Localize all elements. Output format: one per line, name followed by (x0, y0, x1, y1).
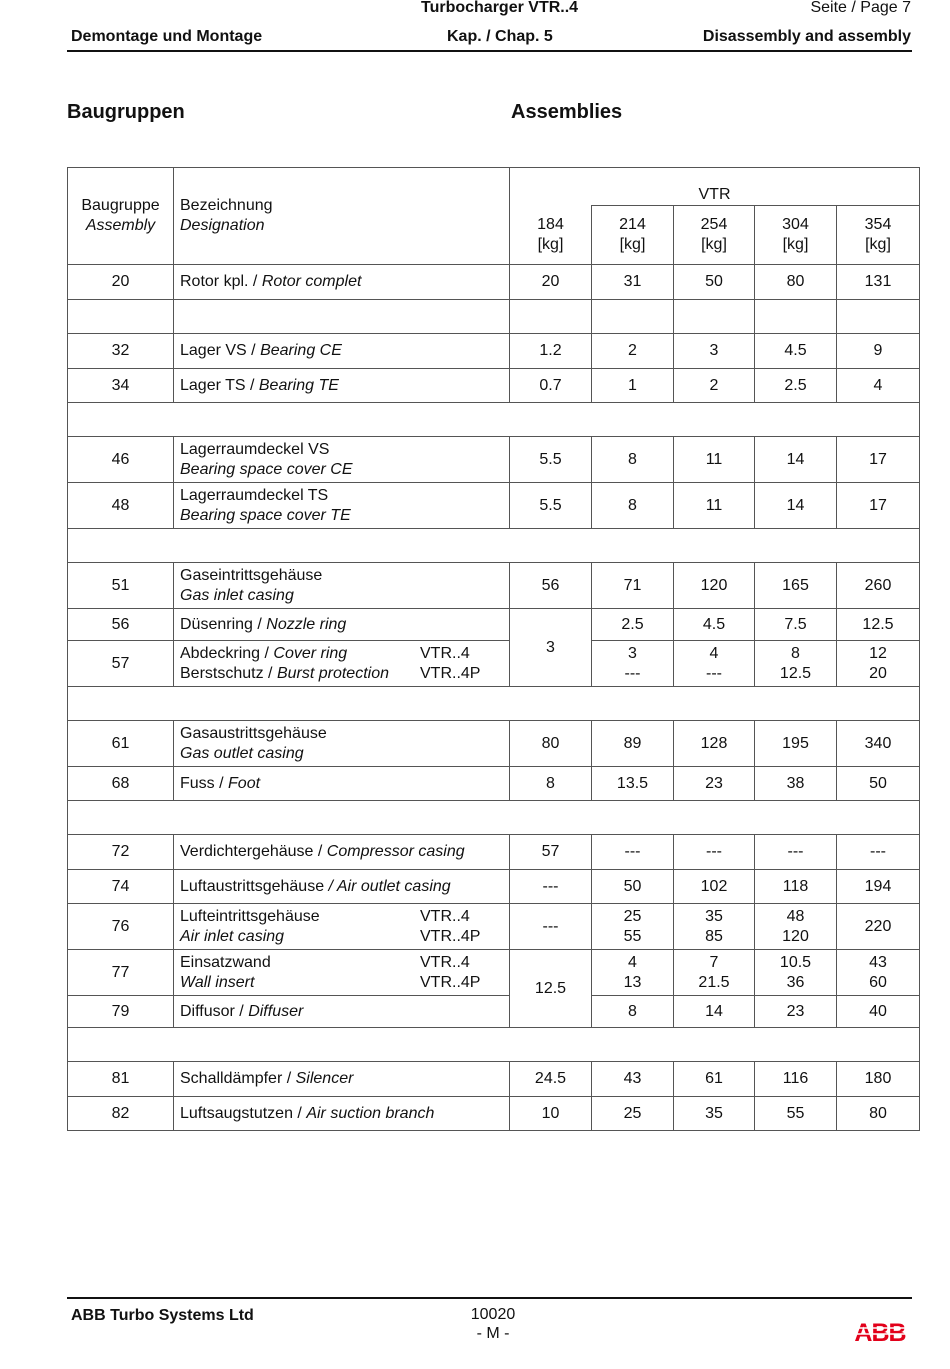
header-vtr: VTR (510, 168, 920, 206)
designation-en: Burst protection (276, 664, 389, 682)
weight-cell (592, 641, 674, 687)
weight-cell (592, 950, 674, 996)
designation-en: Air suction branch (306, 1104, 435, 1122)
weight-cell: 120 (674, 563, 755, 609)
weight-cell: 23 (674, 767, 755, 801)
row-number: 61 (68, 721, 174, 767)
row-number: 72 (68, 835, 174, 870)
table-row (68, 334, 920, 369)
section-title-de: Baugruppen (67, 101, 185, 123)
weight-value: 12.5 (779, 664, 812, 682)
weight-cell: 57 (510, 835, 592, 870)
designation-en: Wall insert (180, 973, 255, 991)
row-number: 68 (68, 767, 174, 801)
weight-cell: 2 (592, 334, 674, 369)
unit-label: [kg] (619, 236, 646, 253)
svg-text:ABB: ABB (854, 1320, 906, 1344)
weight-cell: 14 (755, 437, 837, 483)
header-size-184 (510, 206, 592, 265)
weight-cell: 3 (510, 609, 592, 687)
weight-cell: 118 (755, 870, 837, 904)
table-row (68, 767, 920, 801)
edition-label: - M - (476, 1325, 510, 1342)
row-designation (174, 1097, 510, 1131)
table-row (68, 369, 920, 403)
weight-value: 60 (869, 973, 887, 991)
weight-cell (674, 950, 755, 996)
table-row-spacer (68, 1028, 920, 1062)
table-row (68, 721, 920, 767)
weight-value: 36 (786, 973, 805, 991)
row-number: 48 (68, 483, 174, 529)
weight-cell: 89 (592, 721, 674, 767)
table-row (68, 870, 920, 904)
designation-de: Luftaustrittsgehäuse (180, 877, 325, 895)
designation-de: Lager TS / (180, 376, 255, 394)
weight-cell: 116 (755, 1062, 837, 1097)
row-number: 34 (68, 369, 174, 403)
row-designation (174, 996, 510, 1028)
weight-cell: --- (510, 904, 592, 950)
table-row (68, 641, 920, 687)
header-section-en: Disassembly and assembly (702, 28, 911, 45)
weight-cell: 0.7 (510, 369, 592, 403)
size-label: 354 (864, 216, 892, 233)
weight-cell: 23 (755, 996, 837, 1028)
header-size-354 (837, 206, 920, 265)
table-row (68, 1097, 920, 1131)
table-row (68, 904, 920, 950)
weight-value: 85 (705, 927, 723, 945)
variant-label: VTR..4P (420, 973, 481, 991)
designation-en: Cover ring (273, 644, 348, 662)
designation-en: Gas inlet casing (180, 586, 294, 604)
header-size-304 (755, 206, 837, 265)
designation-de: Verdichtergehäuse / (180, 843, 323, 860)
designation-de: Rotor kpl. / (180, 273, 258, 290)
weight-cell: 12.5 (510, 950, 592, 1028)
weight-cell: 220 (837, 904, 920, 950)
weight-cell: 50 (674, 265, 755, 300)
row-designation (174, 721, 510, 767)
weight-cell: 40 (837, 996, 920, 1028)
weight-value: 48 (786, 907, 805, 925)
designation-en: Air inlet casing (180, 927, 285, 945)
weight-cell: 38 (755, 767, 837, 801)
weight-cell: --- (755, 835, 837, 870)
row-designation (174, 835, 510, 870)
weight-cell: --- (674, 835, 755, 870)
weight-value: 20 (869, 664, 887, 682)
header-size-254 (674, 206, 755, 265)
header-rule (67, 50, 912, 52)
variant-label: VTR..4P (420, 664, 481, 682)
weight-cell: 194 (837, 870, 920, 904)
weight-cell (755, 641, 837, 687)
designation-de: Gasaustrittsgehäuse (180, 724, 327, 742)
weight-value: --- (706, 664, 722, 682)
weight-cell: --- (592, 835, 674, 870)
variant-label: VTR..4 (420, 953, 470, 971)
weight-cell: 165 (755, 563, 837, 609)
row-number: 76 (68, 904, 174, 950)
designation-de: Abdeckring / (180, 644, 269, 662)
weight-cell: 9 (837, 334, 920, 369)
header-size-214 (592, 206, 674, 265)
designation-de: Düsenring / (180, 615, 262, 633)
row-number: 79 (68, 996, 174, 1028)
weight-cell: 55 (755, 1097, 837, 1131)
table-row-spacer (68, 687, 920, 721)
size-label: 304 (782, 216, 809, 233)
abb-logo (851, 1320, 909, 1344)
designation-en: Bearing space cover TE (180, 506, 351, 524)
document-number: 10020 (470, 1306, 516, 1323)
weight-cell: 71 (592, 563, 674, 609)
weight-cell: --- (837, 835, 920, 870)
designation-en: Bearing space cover CE (180, 460, 353, 478)
designation-de: Lufteintrittsgehäuse (180, 907, 320, 925)
weight-value: 55 (623, 927, 642, 945)
weight-value: 21.5 (698, 973, 730, 991)
designation-en: Bearing TE (258, 376, 339, 394)
weight-cell: 128 (674, 721, 755, 767)
weight-cell: 2.5 (755, 369, 837, 403)
designation-de: Berstschutz / (180, 664, 273, 682)
size-label: 254 (700, 216, 728, 233)
weight-cell: 10 (510, 1097, 592, 1131)
weight-cell (837, 641, 920, 687)
weight-cell: 1.2 (510, 334, 592, 369)
weight-cell: 80 (837, 1097, 920, 1131)
header-designation-de: Bezeichnung (180, 197, 273, 214)
table-row (68, 483, 920, 529)
size-label: 214 (619, 216, 646, 233)
table-row-spacer (68, 403, 920, 437)
weight-cell: 17 (837, 483, 920, 529)
row-number: 57 (68, 641, 174, 687)
weight-cell: 14 (674, 996, 755, 1028)
row-number: 51 (68, 563, 174, 609)
designation-en: Diffuser (248, 1002, 304, 1020)
row-designation (174, 904, 510, 950)
weight-cell (837, 950, 920, 996)
weight-cell: 11 (674, 483, 755, 529)
weight-value: 12 (869, 644, 887, 662)
weight-cell: 56 (510, 563, 592, 609)
table-row (68, 563, 920, 609)
row-number: 56 (68, 609, 174, 641)
row-number: 74 (68, 870, 174, 904)
header-designation-en: Designation (180, 217, 265, 234)
weight-cell (755, 904, 837, 950)
section-title-en: Assemblies (511, 101, 623, 123)
weight-cell: 50 (837, 767, 920, 801)
weight-value: 13 (623, 973, 642, 991)
weight-cell: 14 (755, 483, 837, 529)
header-designation (174, 168, 510, 265)
variant-label: VTR..4P (420, 927, 481, 945)
weight-cell: 8 (510, 767, 592, 801)
assemblies-weight-table (67, 167, 920, 1131)
row-number: 20 (68, 265, 174, 300)
table-row (68, 437, 920, 483)
unit-label: [kg] (701, 236, 727, 253)
weight-cell: 5.5 (510, 483, 592, 529)
weight-value: 4 (628, 953, 637, 971)
weight-cell: 12.5 (837, 609, 920, 641)
weight-value: 25 (623, 907, 642, 925)
designation-de: Lagerraumdeckel VS (180, 440, 330, 458)
weight-cell: 180 (837, 1062, 920, 1097)
row-designation (174, 950, 510, 996)
designation-de: Lager VS / (180, 342, 256, 359)
weight-value: 7 (709, 953, 719, 971)
designation-de: Fuss / (180, 774, 224, 792)
header-assembly-en: Assembly (85, 217, 156, 234)
weight-cell: 7.5 (755, 609, 837, 641)
weight-cell: 2.5 (592, 609, 674, 641)
table-row-spacer (68, 801, 920, 835)
weight-cell: 4.5 (674, 609, 755, 641)
row-designation (174, 1062, 510, 1097)
weight-value: --- (624, 664, 641, 682)
table-row-spacer (68, 529, 920, 563)
weight-cell: 25 (592, 1097, 674, 1131)
weight-value: 120 (782, 927, 809, 945)
row-number: 46 (68, 437, 174, 483)
weight-cell: 102 (674, 870, 755, 904)
designation-de: Gaseintrittsgehäuse (180, 566, 323, 584)
weight-cell (674, 904, 755, 950)
header-assembly-de: Baugruppe (81, 197, 160, 214)
weight-cell: 8 (592, 483, 674, 529)
row-designation (174, 334, 510, 369)
row-designation (174, 265, 510, 300)
designation-en: / Air outlet casing (328, 877, 451, 895)
weight-value: 8 (791, 644, 800, 662)
weight-cell: 8 (592, 437, 674, 483)
unit-label: [kg] (537, 235, 564, 253)
unit-label: [kg] (865, 236, 891, 253)
table-row (68, 996, 920, 1028)
weight-cell (674, 641, 755, 687)
company-name: ABB Turbo Systems Ltd (71, 1307, 254, 1324)
designation-en: Foot (228, 774, 261, 792)
designation-en: Compressor casing (326, 843, 465, 860)
variant-label: VTR..4 (420, 907, 470, 925)
designation-de: Lagerraumdeckel TS (180, 486, 329, 504)
weight-value: 35 (705, 907, 723, 925)
row-designation (174, 609, 510, 641)
weight-cell: 5.5 (510, 437, 592, 483)
row-designation (174, 369, 510, 403)
table-row (68, 265, 920, 300)
weight-cell: 43 (592, 1062, 674, 1097)
weight-cell: 80 (510, 721, 592, 767)
designation-en: Nozzle ring (266, 615, 347, 633)
table-row-spacer (68, 300, 920, 334)
row-designation (174, 870, 510, 904)
row-designation (174, 641, 510, 687)
header-chapter: Kap. / Chap. 5 (447, 28, 553, 45)
designation-en: Rotor complet (261, 273, 362, 290)
table-row (68, 1062, 920, 1097)
weight-cell: 260 (837, 563, 920, 609)
weight-cell: 1 (592, 369, 674, 403)
table-row (68, 609, 920, 641)
weight-cell: 8 (592, 996, 674, 1028)
row-designation (174, 767, 510, 801)
designation-en: Gas outlet casing (180, 744, 304, 762)
table-row (68, 950, 920, 996)
weight-cell: 80 (755, 265, 837, 300)
weight-cell: 20 (510, 265, 592, 300)
weight-value: 4 (709, 644, 719, 662)
row-designation (174, 563, 510, 609)
header-section-de: Demontage und Montage (71, 28, 263, 45)
variant-label: VTR..4 (420, 644, 470, 662)
weight-cell: 50 (592, 870, 674, 904)
weight-cell: --- (510, 870, 592, 904)
weight-cell: 195 (755, 721, 837, 767)
row-number: 32 (68, 334, 174, 369)
weight-cell: 61 (674, 1062, 755, 1097)
weight-value: 43 (869, 953, 887, 971)
row-number: 81 (68, 1062, 174, 1097)
row-designation (174, 437, 510, 483)
designation-en: Bearing CE (260, 342, 342, 359)
designation-de: Diffusor / (180, 1002, 244, 1020)
weight-cell: 35 (674, 1097, 755, 1131)
designation-de: Luftsaugstutzen / (180, 1104, 302, 1122)
weight-cell: 2 (674, 369, 755, 403)
weight-cell (755, 950, 837, 996)
weight-cell (592, 904, 674, 950)
weight-cell: 13.5 (592, 767, 674, 801)
designation-de: Einsatzwand (180, 953, 271, 971)
header-assembly (68, 168, 174, 265)
document-title: Turbocharger VTR..4 (421, 0, 579, 16)
row-number: 77 (68, 950, 174, 996)
weight-cell: 340 (837, 721, 920, 767)
table-header-row (68, 168, 920, 206)
row-number: 82 (68, 1097, 174, 1131)
designation-en: Silencer (295, 1070, 354, 1087)
weight-cell: 11 (674, 437, 755, 483)
weight-value: 10.5 (779, 953, 812, 971)
weight-cell: 17 (837, 437, 920, 483)
row-designation (174, 483, 510, 529)
weight-cell: 131 (837, 265, 920, 300)
table-row (68, 835, 920, 870)
size-label: 184 (537, 215, 564, 233)
weight-cell: 24.5 (510, 1062, 592, 1097)
designation-de: Schalldämpfer / (180, 1070, 292, 1087)
footer-rule (67, 1297, 912, 1299)
weight-cell: 3 (674, 334, 755, 369)
weight-value: 3 (628, 644, 637, 662)
weight-cell: 31 (592, 265, 674, 300)
weight-cell: 4.5 (755, 334, 837, 369)
weight-cell: 4 (837, 369, 920, 403)
page-number: Seite / Page 7 (810, 0, 911, 16)
unit-label: [kg] (782, 236, 809, 253)
